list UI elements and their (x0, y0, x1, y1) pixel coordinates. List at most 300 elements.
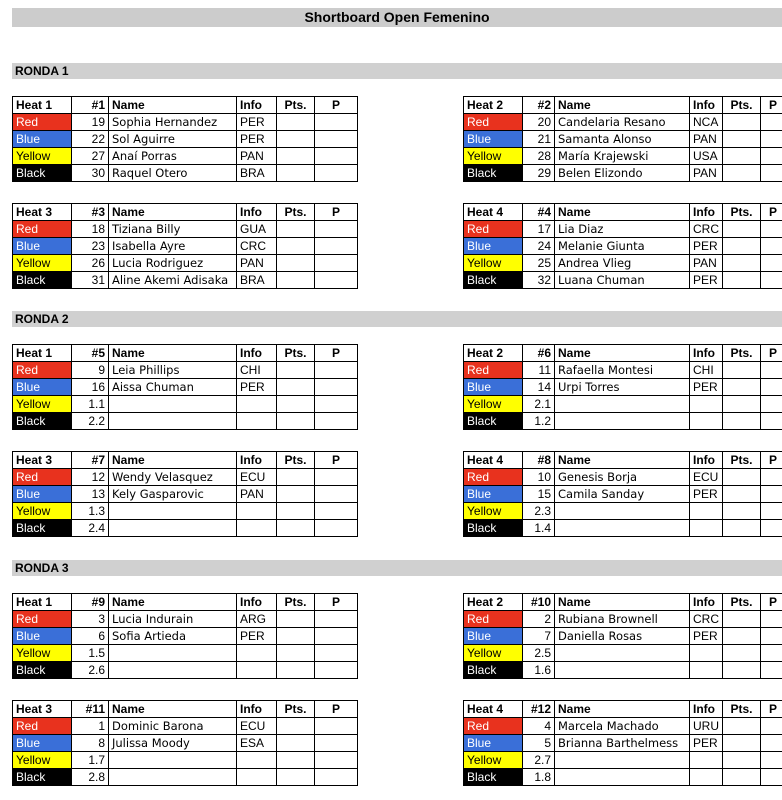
points-cell[interactable] (723, 486, 761, 503)
place-cell[interactable] (761, 362, 782, 379)
place-cell[interactable] (315, 611, 358, 628)
heat-table (463, 344, 782, 430)
seed-cell: 9 (72, 362, 109, 379)
points-cell[interactable] (723, 165, 761, 182)
surfer-name-cell: Sophia Hernandez (109, 114, 237, 131)
table-row (13, 379, 358, 396)
surfer-name-cell (109, 396, 237, 413)
table-row (13, 752, 358, 769)
place-cell[interactable] (315, 238, 358, 255)
table-row (464, 396, 782, 413)
surfer-name-cell (555, 396, 690, 413)
seed-cell: 1.2 (523, 413, 555, 430)
points-cell[interactable] (723, 645, 761, 662)
seed-cell: 10 (523, 469, 555, 486)
table-row (13, 413, 358, 430)
country-cell (237, 769, 277, 786)
points-cell[interactable] (277, 114, 315, 131)
place-cell[interactable] (761, 221, 782, 238)
points-cell[interactable] (277, 503, 315, 520)
seed-cell: 2.6 (72, 662, 109, 679)
info-column-header: Info (237, 97, 277, 114)
points-cell[interactable] (277, 718, 315, 735)
jersey-color-cell: Blue (13, 238, 72, 255)
jersey-color-cell: Yellow (13, 148, 72, 165)
table-row (13, 165, 358, 182)
table-row (464, 238, 782, 255)
points-cell[interactable] (723, 221, 761, 238)
table-row (464, 503, 782, 520)
table-row (464, 272, 782, 289)
points-column-header: Pts. (277, 594, 315, 611)
country-cell: USA (690, 148, 723, 165)
country-cell (237, 520, 277, 537)
seed-cell: 1.5 (72, 645, 109, 662)
seed-cell: 25 (523, 255, 555, 272)
points-cell[interactable] (277, 486, 315, 503)
heat-number: #7 (72, 452, 109, 469)
surfer-name-cell: Candelaria Resano (555, 114, 690, 131)
points-cell[interactable] (277, 645, 315, 662)
country-cell (237, 752, 277, 769)
seed-cell: 26 (72, 255, 109, 272)
points-cell[interactable] (277, 469, 315, 486)
heat-number: #11 (72, 701, 109, 718)
country-cell: CRC (690, 611, 723, 628)
points-cell[interactable] (277, 520, 315, 537)
seed-cell: 32 (523, 272, 555, 289)
place-cell[interactable] (761, 396, 782, 413)
country-cell: CHI (690, 362, 723, 379)
jersey-color-cell: Red (464, 362, 523, 379)
heat-header-row (464, 701, 782, 718)
points-cell[interactable] (277, 379, 315, 396)
surfer-name-cell: Aissa Chuman (109, 379, 237, 396)
seed-cell: 30 (72, 165, 109, 182)
points-cell[interactable] (277, 752, 315, 769)
table-row (13, 645, 358, 662)
surfer-name-cell: Sol Aguirre (109, 131, 237, 148)
place-cell[interactable] (761, 735, 782, 752)
heat-table (463, 96, 782, 182)
jersey-color-cell: Black (464, 662, 523, 679)
surfer-name-cell: Anaí Porras (109, 148, 237, 165)
country-cell: PER (237, 114, 277, 131)
points-column-header: Pts. (723, 452, 761, 469)
seed-cell: 17 (523, 221, 555, 238)
place-cell[interactable] (315, 752, 358, 769)
table-row (464, 645, 782, 662)
points-cell[interactable] (723, 769, 761, 786)
points-column-header: Pts. (723, 345, 761, 362)
round-header: RONDA 1 (12, 63, 782, 79)
points-column-header: Pts. (723, 701, 761, 718)
points-cell[interactable] (723, 662, 761, 679)
surfer-name-cell (109, 503, 237, 520)
place-cell[interactable] (761, 752, 782, 769)
country-cell: PAN (690, 255, 723, 272)
country-cell: ARG (237, 611, 277, 628)
place-column-header: P (315, 701, 358, 718)
jersey-color-cell: Red (464, 114, 523, 131)
surfer-name-cell (109, 752, 237, 769)
place-cell[interactable] (761, 718, 782, 735)
place-column-header: P (761, 452, 782, 469)
place-cell[interactable] (315, 379, 358, 396)
place-cell[interactable] (315, 662, 358, 679)
jersey-color-cell: Blue (13, 628, 72, 645)
country-cell (237, 662, 277, 679)
heat-header-row (464, 345, 782, 362)
jersey-color-cell: Blue (13, 486, 72, 503)
name-column-header: Name (109, 97, 237, 114)
place-cell[interactable] (315, 165, 358, 182)
place-column-header: P (315, 594, 358, 611)
points-cell[interactable] (277, 255, 315, 272)
points-cell[interactable] (723, 396, 761, 413)
place-cell[interactable] (315, 255, 358, 272)
points-cell[interactable] (723, 114, 761, 131)
surfer-name-cell: Andrea Vlieg (555, 255, 690, 272)
surfer-name-cell: Luana Chuman (555, 272, 690, 289)
points-cell[interactable] (277, 628, 315, 645)
table-row (464, 735, 782, 752)
jersey-color-cell: Blue (464, 379, 523, 396)
place-cell[interactable] (761, 469, 782, 486)
heat-header-row (13, 452, 358, 469)
place-cell[interactable] (761, 662, 782, 679)
country-cell: ECU (237, 718, 277, 735)
country-cell: PER (237, 131, 277, 148)
heat-label: Heat 3 (13, 452, 72, 469)
table-row (13, 396, 358, 413)
country-cell: ECU (237, 469, 277, 486)
country-cell (690, 520, 723, 537)
points-cell[interactable] (277, 396, 315, 413)
table-row (13, 520, 358, 537)
surfer-name-cell: Camila Sanday (555, 486, 690, 503)
points-cell[interactable] (723, 379, 761, 396)
table-row (13, 469, 358, 486)
heat-label: Heat 1 (13, 594, 72, 611)
points-cell[interactable] (277, 272, 315, 289)
points-cell[interactable] (277, 148, 315, 165)
country-cell: PER (690, 628, 723, 645)
info-column-header: Info (237, 594, 277, 611)
place-cell[interactable] (315, 503, 358, 520)
surfer-name-cell (109, 645, 237, 662)
jersey-color-cell: Yellow (13, 503, 72, 520)
jersey-color-cell: Yellow (13, 752, 72, 769)
info-column-header: Info (690, 345, 723, 362)
place-column-header: P (315, 97, 358, 114)
name-column-header: Name (555, 97, 690, 114)
name-column-header: Name (555, 701, 690, 718)
jersey-color-cell: Black (13, 520, 72, 537)
heat-header-row (13, 97, 358, 114)
place-cell[interactable] (761, 503, 782, 520)
points-cell[interactable] (723, 752, 761, 769)
points-cell[interactable] (277, 611, 315, 628)
seed-cell: 20 (523, 114, 555, 131)
heat-header-row (464, 594, 782, 611)
points-cell[interactable] (723, 238, 761, 255)
points-column-header: Pts. (277, 452, 315, 469)
seed-cell: 2 (523, 611, 555, 628)
heat-header-row (464, 97, 782, 114)
points-cell[interactable] (723, 611, 761, 628)
points-cell[interactable] (277, 221, 315, 238)
points-cell[interactable] (723, 413, 761, 430)
place-cell[interactable] (315, 469, 358, 486)
jersey-color-cell: Yellow (464, 645, 523, 662)
table-row (464, 148, 782, 165)
points-cell[interactable] (277, 131, 315, 148)
info-column-header: Info (690, 701, 723, 718)
table-row (13, 718, 358, 735)
jersey-color-cell: Black (464, 413, 523, 430)
heat-number: #10 (523, 594, 555, 611)
heat-number: #8 (523, 452, 555, 469)
name-column-header: Name (109, 345, 237, 362)
country-cell (690, 503, 723, 520)
jersey-color-cell: Black (464, 165, 523, 182)
heat-number: #9 (72, 594, 109, 611)
info-column-header: Info (237, 204, 277, 221)
points-cell[interactable] (723, 735, 761, 752)
country-cell (690, 662, 723, 679)
jersey-color-cell: Yellow (464, 396, 523, 413)
surfer-name-cell: Daniella Rosas (555, 628, 690, 645)
table-row (464, 662, 782, 679)
heat-table (463, 451, 782, 537)
points-cell[interactable] (723, 255, 761, 272)
seed-cell: 19 (72, 114, 109, 131)
country-cell: CRC (690, 221, 723, 238)
name-column-header: Name (555, 594, 690, 611)
points-cell[interactable] (723, 520, 761, 537)
table-row (13, 662, 358, 679)
points-cell[interactable] (723, 148, 761, 165)
table-row (464, 362, 782, 379)
country-cell: BRA (237, 165, 277, 182)
points-cell[interactable] (723, 718, 761, 735)
seed-cell: 27 (72, 148, 109, 165)
place-cell[interactable] (315, 520, 358, 537)
place-cell[interactable] (761, 255, 782, 272)
place-cell[interactable] (315, 628, 358, 645)
place-cell[interactable] (761, 272, 782, 289)
country-cell: ECU (690, 469, 723, 486)
table-row (13, 131, 358, 148)
table-row (13, 255, 358, 272)
surfer-name-cell: Genesis Borja (555, 469, 690, 486)
surfer-name-cell: Dominic Barona (109, 718, 237, 735)
jersey-color-cell: Red (13, 469, 72, 486)
place-cell[interactable] (761, 165, 782, 182)
seed-cell: 2.3 (523, 503, 555, 520)
surfer-name-cell (109, 662, 237, 679)
round-header: RONDA 2 (12, 311, 782, 327)
place-cell[interactable] (761, 114, 782, 131)
jersey-color-cell: Red (464, 611, 523, 628)
surfer-name-cell (109, 413, 237, 430)
heat-table (12, 344, 358, 430)
name-column-header: Name (109, 701, 237, 718)
jersey-color-cell: Red (464, 221, 523, 238)
country-cell: PER (690, 272, 723, 289)
seed-cell: 1.7 (72, 752, 109, 769)
seed-cell: 5 (523, 735, 555, 752)
place-cell[interactable] (315, 486, 358, 503)
jersey-color-cell: Red (464, 469, 523, 486)
surfer-name-cell: Kely Gasparovic (109, 486, 237, 503)
heat-header-row (13, 345, 358, 362)
surfer-name-cell: Rubiana Brownell (555, 611, 690, 628)
place-cell[interactable] (761, 238, 782, 255)
heat-header-row (13, 204, 358, 221)
points-cell[interactable] (277, 769, 315, 786)
place-column-header: P (315, 345, 358, 362)
place-cell[interactable] (315, 148, 358, 165)
jersey-color-cell: Red (13, 114, 72, 131)
jersey-color-cell: Red (464, 718, 523, 735)
jersey-color-cell: Black (13, 662, 72, 679)
points-cell[interactable] (277, 662, 315, 679)
heat-table (463, 593, 782, 679)
name-column-header: Name (555, 204, 690, 221)
place-cell[interactable] (761, 645, 782, 662)
seed-cell: 1 (72, 718, 109, 735)
surfer-name-cell: Rafaella Montesi (555, 362, 690, 379)
place-cell[interactable] (315, 362, 358, 379)
table-row (13, 628, 358, 645)
jersey-color-cell: Blue (464, 131, 523, 148)
points-cell[interactable] (277, 362, 315, 379)
points-cell[interactable] (277, 238, 315, 255)
info-column-header: Info (690, 204, 723, 221)
points-column-header: Pts. (723, 594, 761, 611)
heat-number: #2 (523, 97, 555, 114)
surfer-name-cell: Aline Akemi Adisaka (109, 272, 237, 289)
jersey-color-cell: Blue (464, 628, 523, 645)
place-cell[interactable] (761, 131, 782, 148)
place-cell[interactable] (761, 486, 782, 503)
seed-cell: 14 (523, 379, 555, 396)
table-row (464, 486, 782, 503)
points-cell[interactable] (723, 272, 761, 289)
seed-cell: 31 (72, 272, 109, 289)
seed-cell: 2.7 (523, 752, 555, 769)
points-cell[interactable] (723, 503, 761, 520)
table-row (464, 221, 782, 238)
heat-label: Heat 4 (464, 701, 523, 718)
points-cell[interactable] (723, 628, 761, 645)
place-column-header: P (761, 594, 782, 611)
jersey-color-cell: Red (13, 611, 72, 628)
country-cell (237, 413, 277, 430)
surfer-name-cell (555, 752, 690, 769)
round-header: RONDA 3 (12, 560, 782, 576)
heat-label: Heat 1 (13, 345, 72, 362)
surfer-name-cell: Raquel Otero (109, 165, 237, 182)
table-row (13, 735, 358, 752)
heat-table (12, 451, 358, 537)
points-cell[interactable] (723, 469, 761, 486)
jersey-color-cell: Blue (13, 379, 72, 396)
surfer-name-cell (109, 520, 237, 537)
points-cell[interactable] (277, 735, 315, 752)
place-cell[interactable] (761, 379, 782, 396)
seed-cell: 2.1 (523, 396, 555, 413)
place-cell[interactable] (315, 645, 358, 662)
place-cell[interactable] (315, 114, 358, 131)
jersey-color-cell: Yellow (464, 503, 523, 520)
country-cell (237, 645, 277, 662)
info-column-header: Info (690, 594, 723, 611)
table-row (13, 611, 358, 628)
country-cell: BRA (237, 272, 277, 289)
surfer-name-cell: Julissa Moody (109, 735, 237, 752)
country-cell (690, 645, 723, 662)
heat-table (12, 593, 358, 679)
country-cell: PAN (690, 165, 723, 182)
place-cell[interactable] (761, 413, 782, 430)
points-cell[interactable] (277, 165, 315, 182)
seed-cell: 15 (523, 486, 555, 503)
place-cell[interactable] (315, 396, 358, 413)
place-cell[interactable] (315, 769, 358, 786)
surfer-name-cell (555, 413, 690, 430)
seed-cell: 1.4 (523, 520, 555, 537)
seed-cell: 11 (523, 362, 555, 379)
place-cell[interactable] (315, 272, 358, 289)
heat-label: Heat 4 (464, 204, 523, 221)
points-cell[interactable] (723, 362, 761, 379)
points-cell[interactable] (723, 131, 761, 148)
seed-cell: 23 (72, 238, 109, 255)
country-cell: PER (690, 238, 723, 255)
place-column-header: P (761, 701, 782, 718)
table-row (13, 503, 358, 520)
surfer-name-cell: Tiziana Billy (109, 221, 237, 238)
heat-number: #4 (523, 204, 555, 221)
place-cell[interactable] (315, 718, 358, 735)
place-cell[interactable] (761, 148, 782, 165)
place-cell[interactable] (315, 131, 358, 148)
place-cell[interactable] (315, 221, 358, 238)
heat-label: Heat 2 (464, 345, 523, 362)
heat-table (12, 700, 358, 786)
points-column-header: Pts. (277, 204, 315, 221)
jersey-color-cell: Black (13, 769, 72, 786)
place-cell[interactable] (761, 611, 782, 628)
seed-cell: 21 (523, 131, 555, 148)
place-cell[interactable] (315, 413, 358, 430)
heat-number: #6 (523, 345, 555, 362)
place-cell[interactable] (315, 735, 358, 752)
name-column-header: Name (109, 594, 237, 611)
points-cell[interactable] (277, 413, 315, 430)
country-cell: CHI (237, 362, 277, 379)
place-cell[interactable] (761, 628, 782, 645)
jersey-color-cell: Yellow (13, 645, 72, 662)
place-cell[interactable] (761, 769, 782, 786)
surfer-name-cell: Sofia Artieda (109, 628, 237, 645)
seed-cell: 18 (72, 221, 109, 238)
place-cell[interactable] (761, 520, 782, 537)
table-row (13, 769, 358, 786)
